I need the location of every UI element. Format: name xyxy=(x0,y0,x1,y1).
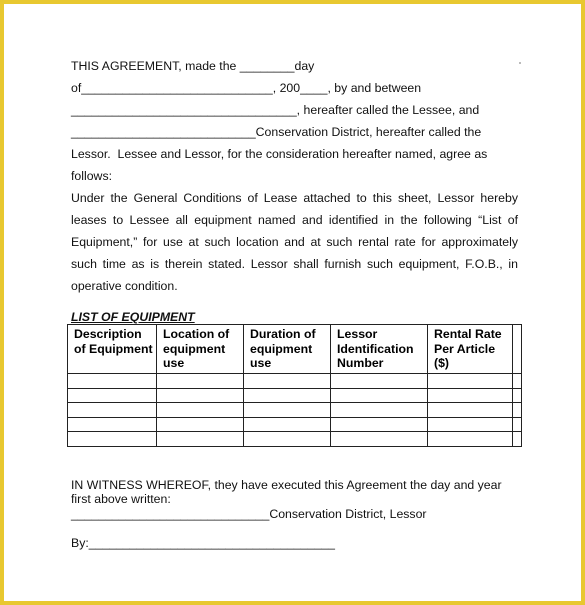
table-cell xyxy=(513,432,522,447)
by-signature-line: By:____________________________________ xyxy=(71,536,335,550)
lessor-signature-line: _____________________________Conservation District, Lessor xyxy=(71,507,427,521)
table-row xyxy=(68,417,522,432)
table-cell[interactable] xyxy=(428,432,513,447)
conditions-line-3: Equipment,” for use at such location and at such rental rate for approximately xyxy=(71,235,518,249)
table-row xyxy=(68,388,522,403)
conditions-line-5: operative condition. xyxy=(71,279,178,293)
conditions-line-4: such time as is therein stated. Lessor shall furnish such equipment, F.O.B., in xyxy=(71,257,518,271)
witness-line-2: first above written: xyxy=(71,492,171,506)
table-cell[interactable] xyxy=(68,417,157,432)
table-cell[interactable] xyxy=(68,388,157,403)
table-cell[interactable] xyxy=(331,374,428,389)
table-cell xyxy=(513,388,522,403)
table-cell[interactable] xyxy=(68,374,157,389)
table-cell[interactable] xyxy=(244,403,331,418)
table-cell[interactable] xyxy=(157,403,244,418)
table-cell[interactable] xyxy=(157,432,244,447)
header-location: Location of equipment use xyxy=(157,325,244,374)
table-cell[interactable] xyxy=(428,417,513,432)
header-duration: Duration of equipment use xyxy=(244,325,331,374)
agreement-line-2: of____________________________, 200____, by and between xyxy=(71,81,422,95)
conditions-line-1: Under the General Conditions of Lease attached to this sheet, Lessor hereby xyxy=(71,191,518,205)
table-cell[interactable] xyxy=(157,374,244,389)
table-cell xyxy=(513,417,522,432)
stray-mark xyxy=(519,62,521,64)
table-row xyxy=(68,432,522,447)
equipment-list-heading: LIST OF EQUIPMENT xyxy=(71,310,195,324)
table-cell[interactable] xyxy=(68,403,157,418)
table-row xyxy=(68,374,522,389)
header-extra xyxy=(513,325,522,374)
table-cell[interactable] xyxy=(157,388,244,403)
table-header-row xyxy=(68,325,522,374)
witness-line-1: IN WITNESS WHEREOF, they have executed this Agreement the day and year xyxy=(71,478,502,492)
agreement-line-5: Lessor. Lessee and Lessor, for the consideration hereafter named, agree as xyxy=(71,147,488,161)
table-cell[interactable] xyxy=(244,417,331,432)
table-cell[interactable] xyxy=(244,374,331,389)
table-cell[interactable] xyxy=(428,374,513,389)
table-cell[interactable] xyxy=(331,388,428,403)
agreement-line-6: follows: xyxy=(71,169,113,183)
agreement-line-1: THIS AGREEMENT, made the ________day xyxy=(71,59,315,73)
table-cell[interactable] xyxy=(244,388,331,403)
table-cell[interactable] xyxy=(244,432,331,447)
table-cell[interactable] xyxy=(68,432,157,447)
table-cell xyxy=(513,374,522,389)
table-cell[interactable] xyxy=(331,417,428,432)
document-page xyxy=(4,4,581,601)
table-row xyxy=(68,403,522,418)
header-rental-rate: Rental Rate Per Article ($) xyxy=(428,325,513,374)
table-cell[interactable] xyxy=(331,432,428,447)
lessor-line: ___________________________Conservation District, hereafter called the xyxy=(71,125,482,139)
lessee-line: _________________________________, hereafter called the Lessee, and xyxy=(71,103,480,117)
header-lessor-id: Lessor Identification Number xyxy=(331,325,428,374)
table-cell[interactable] xyxy=(428,403,513,418)
equipment-table xyxy=(67,324,522,447)
table-cell[interactable] xyxy=(331,403,428,418)
table-cell[interactable] xyxy=(428,388,513,403)
conditions-line-2: leases to Lessee all equipment named and identified in the following “List of xyxy=(71,213,518,227)
table-cell xyxy=(513,403,522,418)
table-cell[interactable] xyxy=(157,417,244,432)
header-description: Description of Equipment xyxy=(68,325,157,374)
